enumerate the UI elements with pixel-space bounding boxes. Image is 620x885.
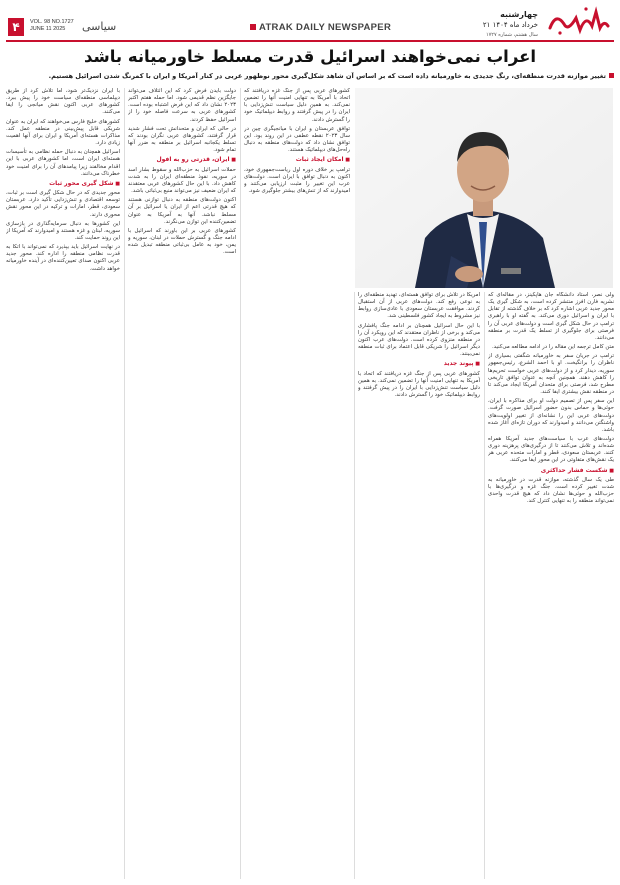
- newspaper-logo: [546, 4, 612, 38]
- article-lead: [6, 72, 614, 84]
- subheading: ■ ایران، قدرتی رو به افول: [128, 156, 236, 164]
- article-column-1: [488, 292, 614, 878]
- paragraph: آمریکا در تلاش برای توافق هسته‌ای، تهدید منطقه‌ای را به نوعی رفع کند. دولت‌های عربی از آن استقبال کردند. موافقت عربستان سعودی با عادی‌سازی روابط نیز مشروط به ایجاد کشور فلسطینی شد.: [358, 292, 480, 320]
- subheading: ■ شکست فشار حداکثری: [488, 467, 614, 475]
- article-headline: اعراب نمی‌خواهند اسرائیل قدرت مسلط خاورمیانه باشد: [83, 47, 537, 66]
- portrait-photo: [355, 88, 613, 288]
- paragraph: این سفر پس از تصمیم دولت او برای مذاکره با ایران، حوثی‌ها و حماس بدون حضور اسرائیل صورت گرفت. دولت‌های عربی این را نشانه‌ای از تغییر اولویت‌های واشنگتن می‌دانند و امیدوارند که دوران تازه‌ای آغاز شده باشد.: [488, 398, 614, 433]
- paragraph: ترامپ بر خلاف دوره اول ریاست‌جمهوری خود، اکنون به دنبال توافق با ایران است. دولت‌های عرب این تغییر را مثبت ارزیابی می‌کنند و امیدوارند که از تنش‌های بیشتر جلوگیری شود.: [244, 166, 350, 195]
- paragraph: طی یک سال گذشته، موازنه قدرت در خاورمیانه به شدت تغییر کرده است. جنگ غزه و درگیری‌ها با حزب‌الله و حوثی‌ها نشان داد که هیچ قدرت واحدی نمی‌تواند منطقه را به تنهایی کنترل کند.: [488, 476, 614, 505]
- issue-number: سال هشتم، شماره ۱۷۲۷: [485, 32, 538, 38]
- red-square-icon: [250, 24, 256, 30]
- paragraph: اکنون دولت‌های منطقه به دنبال توازنی هستند که هیچ قدرتی اعم از ایران یا اسرائیل بر آن مسلط نباشد. آنها به آمریکا به عنوان تضمین‌کننده این توازن می‌نگرند.: [128, 197, 236, 225]
- paragraph: دولت‌های عرب با سیاست‌های جدید آمریکا همراه شده‌اند و تلاش می‌کنند تا از درگیری‌های پرهزینه دوری کنند. عربستان سعودی، قطر و امارات متحده عربی هر یک نقش‌های متفاوتی در این محور ایفا می‌کنند.: [488, 435, 614, 464]
- issue-date-en: JUNE 11 2025: [30, 26, 66, 32]
- column-rule: [354, 292, 355, 879]
- paragraph: حملات اسرائیل به حزب‌الله و سقوط بشار اسد در سوریه، نفوذ منطقه‌ای ایران را به شدت کاهش داد. با این حال کشورهای عربی معتقدند که ایران ضعیف نیز می‌تواند منبع بی‌ثباتی باشد.: [128, 166, 236, 195]
- article-column-3: [128, 88, 236, 878]
- paragraph: متن کامل ترجمه این مقاله را در ادامه مطالعه می‌کنید.: [491, 344, 614, 351]
- article-column-2a: [244, 88, 350, 878]
- subheading: ■ شکل گیری محور ثبات: [6, 180, 120, 188]
- paragraph: محور جدیدی که در حال شکل گیری است بر ثبات، توسعه اقتصادی و تنش‌زدایی تأکید دارد. عربستان سعودی، قطر، امارات و ترکیه در این محور نقش محوری دارند.: [6, 190, 120, 218]
- weekday: چهارشنبه: [500, 10, 538, 19]
- section-name: سیاسی: [82, 20, 117, 33]
- paragraph: اسرائیل همچنان به دنبال حمله نظامی به تأسیسات هسته‌ای ایران است، اما کشورهای عربی با این اقدام مخالفند زیرا پیامدهای آن را برای امنیت خود خطرناک می‌دانند.: [6, 149, 120, 177]
- header-rule: [6, 40, 614, 42]
- paragraph: در نهایت اسرائیل باید بپذیرد که نمی‌تواند با اتکا به قدرت نظامی منطقه را اداره کند. محور جدید عربی اکنون صدای تعیین‌کننده‌ای در آینده خاورمیانه خواهد داشت.: [6, 244, 120, 272]
- page-number: ۴: [8, 18, 24, 36]
- paragraph: کشورهای عربی بر این باورند که اسرائیل با ادامه جنگ و گسترش حملات در لبنان، سوریه و یمن، خود به عامل بی‌ثباتی منطقه تبدیل شده است.: [128, 227, 236, 256]
- paragraph: با ایران نزدیک‌تر شود، اما تلاش کرد از طریق دیپلماسی منطقه‌ای سیاست خود را پیش ببرد. کشورهای عربی اکنون نقش میانجی را ایفا می‌کنند.: [6, 88, 120, 116]
- subheading: ■ پیوند جدید: [358, 360, 480, 368]
- paragraph: کشورهای عربی پس از جنگ غزه دریافتند که اتحاد با آمریکا به تنهایی امنیت آنها را تضمین نمی‌کند. به همین دلیل سیاست تنش‌زدایی با ایران را در پیش گرفتند و روابط دیپلماتیک خود را گسترش دادند.: [358, 370, 480, 399]
- paragraph: کشورهای عربی پس از جنگ غزه دریافتند که اتحاد با آمریکا به تنهایی امنیت آنها را تضمین نمی‌کند. به همین دلیل سیاست تنش‌زدایی با ایران را در پیش گرفتند و روابط دیپلماتیک خود را گسترش دادند.: [244, 88, 350, 123]
- lead-text: تغییر موازنه قدرت منطقه‌ای، رنگ جدیدی به خاورمیانه داده است که بر اساس آن شاهد شکل‌گیری محور نوظهور عربی در کنار آمریکا و ایران با کمرنگ شدن اسرائیل هستیم.: [48, 72, 606, 80]
- article-column-2: [358, 292, 480, 878]
- masthead: [0, 0, 620, 40]
- paragraph: این کشورها به دنبال سرمایه‌گذاری در بازسازی سوریه، لبنان و غزه هستند و امیدوارند که آمریکا از این روند حمایت کند.: [6, 220, 120, 241]
- paragraph: ترامپ در جریان سفر به خاورمیانه شگفتی بسیاری از ناظران را برانگیخت. او با احمد الشرع، رئیس‌جمهور سوریه، دیدار کرد و از دولت‌های عربی خواست تحریم‌ها را کاهش دهند. همچنین آنچه به عنوان توافق تاریخی مطرح شد، فرصتی برای متحدان آمریکا ایجاد می‌کند تا در منطقه نقش بیشتری ایفا کنند.: [488, 353, 614, 396]
- english-newspaper-name: [250, 22, 391, 33]
- column-rule: [124, 88, 125, 879]
- paragraph: ولی نصر، استاد دانشگاه جان هاپکینز، در مقاله‌ای که نشریه فارن افرز منتشر کرده است، به شکل گیری یک محور جدید عربی اشاره کرد که بر خلاف گذشته از تقابل با ایران و اسرائیل دوری می‌کند. به گفته او با راهبری ترامپ در حال شکل گیری است و دولت‌های عربی آن را فرصتی برای جلوگیری از تسلط یک قدرت بر منطقه می‌دانند.: [488, 292, 614, 341]
- issue-date: [483, 10, 538, 40]
- red-bullet-icon: [609, 73, 614, 78]
- volume-info: [30, 19, 74, 33]
- paragraph: با این حال اسرائیل همچنان بر ادامه جنگ پافشاری می‌کند و برخی از ناظران معتقدند که این رویکرد آن را در منطقه منزوی کرده است. دولت‌های عرب اکنون دیگر اسرائیل را شریکی قابل اعتماد برای ثبات منطقه نمی‌بینند.: [358, 322, 480, 358]
- column-rule: [484, 292, 485, 879]
- column-rule: [240, 88, 241, 879]
- article-column-4: [6, 88, 120, 878]
- subheading: ■ امکان ایجاد ثبات: [244, 156, 350, 164]
- paragraph: در حالی که ایران و متحدانش تحت فشار شدید قرار گرفتند، کشورهای عربی نگران بودند که تسلط یکجانبه اسرائیل بر منطقه به ضرر آنها تمام شود.: [128, 125, 236, 154]
- volume-number: VOL. 98 NO.1727: [30, 19, 74, 25]
- english-name-text: ATRAK DAILY NEWSPAPER: [259, 22, 392, 33]
- paragraph: کشورهای خلیج فارس می‌خواهند که ایران به عنوان شریکی قابل پیش‌بینی در منطقه عمل کند. مذاکرات هسته‌ای آمریکا و ایران برای آنها اهمیت زیادی دارد.: [6, 118, 120, 147]
- paragraph: توافق عربستان و ایران با میانجیگری چین در سال ۲۰۲۳ نقطه عطفی در این روند بود. این توافق نشان داد که دولت‌های منطقه به دنبال راه‌حل‌های دیپلماتیک هستند.: [244, 125, 350, 154]
- persian-date: ۲۱ خرداد ماه ۱۴۰۴: [482, 21, 538, 29]
- paragraph: دولت بایدن فرض کرد که این ائتلاف می‌تواند جایگزین نظم قدیمی شود. اما حمله هفتم اکتبر ۲۰۲۳ نشان داد که این فرض اشتباه بوده است. کشورهای عربی به سرعت فاصله خود را از اسرائیل حفظ کردند.: [128, 88, 236, 123]
